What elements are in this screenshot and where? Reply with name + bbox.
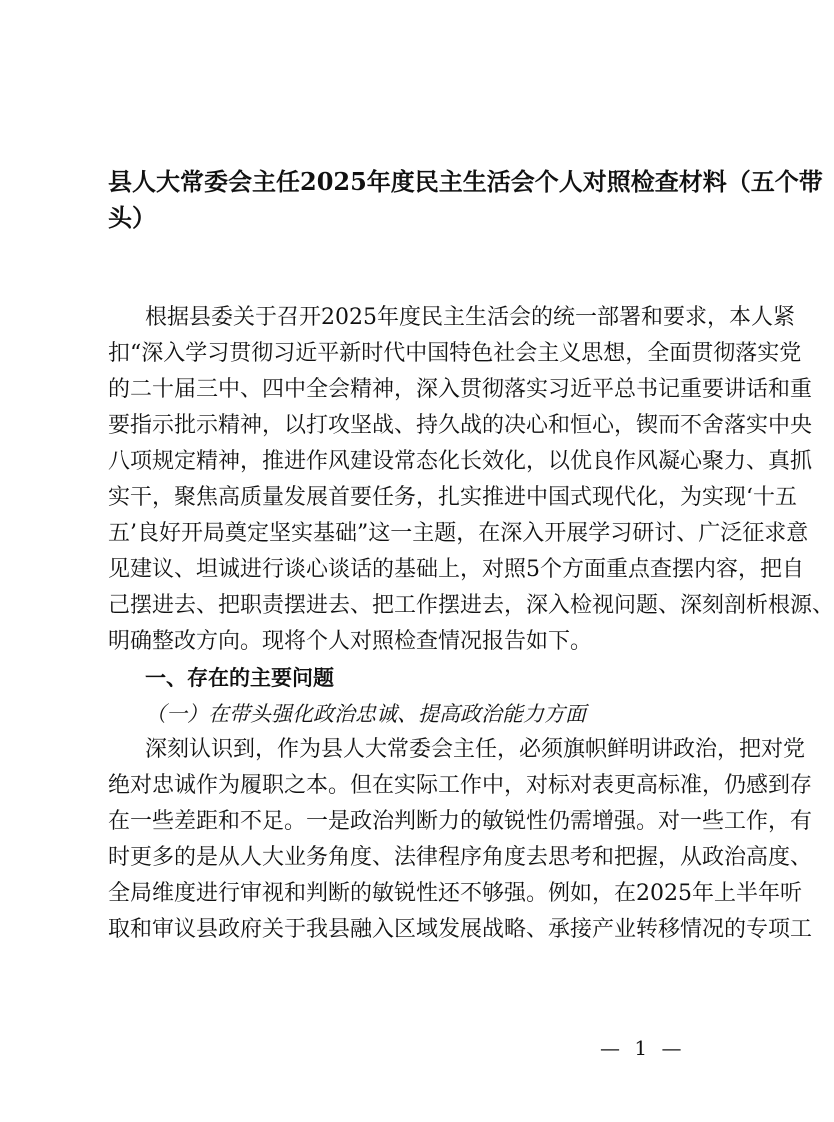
- text-line: 在一些差距和不足。一是政治判断力的敏锐性仍需增强。对一些工作，有: [108, 809, 813, 834]
- text-line: 深刻认识到，作为县人大常委会主任，必须旗帜鲜明讲政治，把对党: [145, 737, 806, 762]
- text-line: 的二十届三中、四中全会精神，深入贯彻落实习近平总书记重要讲话和重: [108, 377, 813, 402]
- text-line: 己摆进去、把职责摆进去、把工作摆进去，深入检视问题、深刻剖析根源、: [108, 593, 834, 618]
- page-number: — 1 —: [600, 1036, 686, 1060]
- title-line: 头）: [108, 203, 156, 232]
- text-line: 绝对忠诚作为履职之本。但在实际工作中，对标对表更高标准，仍感到存: [108, 773, 813, 798]
- text-line: 五’良好开局奠定坚实基础”这一主题，在深入开展学习研讨、广泛征求意: [108, 521, 809, 546]
- text-line: 要指示批示精神，以打攻坚战、持久战的决心和恒心，锲而不舍落实中央: [108, 413, 813, 438]
- section-heading-text: 一、存在的主要问题: [145, 666, 334, 690]
- document-title: [108, 164, 823, 236]
- text-line: 取和审议县政府关于我县融入区域发展战略、承接产业转移情况的专项工: [108, 917, 813, 942]
- section-heading: [108, 660, 712, 696]
- text-line: 时更多的是从人大业务角度、法律程序角度去思考和把握，从政治高度、: [108, 845, 813, 870]
- text-line: 见建议、坦诚进行谈心谈话的基础上，对照5个方面重点查摆内容，把自: [108, 557, 804, 582]
- title-line: 县人大常委会主任2025年度民主生活会个人对照检查材料（五个带: [108, 167, 823, 196]
- intro-paragraph: [108, 300, 834, 660]
- text-line: 明确整改方向。现将个人对照检查情况报告如下。: [108, 629, 593, 654]
- text-line: 实干，聚焦高质量发展首要任务，扎实推进中国式现代化，为实现‘十五: [108, 485, 797, 510]
- subsection-heading-text: （一）在带头强化政治忠诚、提高政治能力方面: [145, 702, 586, 726]
- text-line: 扣“深入学习贯彻习近平新时代中国特色社会主义思想，全面贯彻落实党: [108, 341, 802, 366]
- text-line: 根据县委关于召开2025年度民主生活会的统一部署和要求，本人紧: [145, 305, 795, 330]
- text-line: 八项规定精神，推进作风建设常态化长效化，以优良作风凝心聚力、真抓: [108, 449, 813, 474]
- body-paragraph: [108, 732, 813, 948]
- text-line: 全局维度进行审视和判断的敏锐性还不够强。例如，在2025年上半年听: [108, 881, 802, 906]
- subsection-heading: [108, 696, 712, 732]
